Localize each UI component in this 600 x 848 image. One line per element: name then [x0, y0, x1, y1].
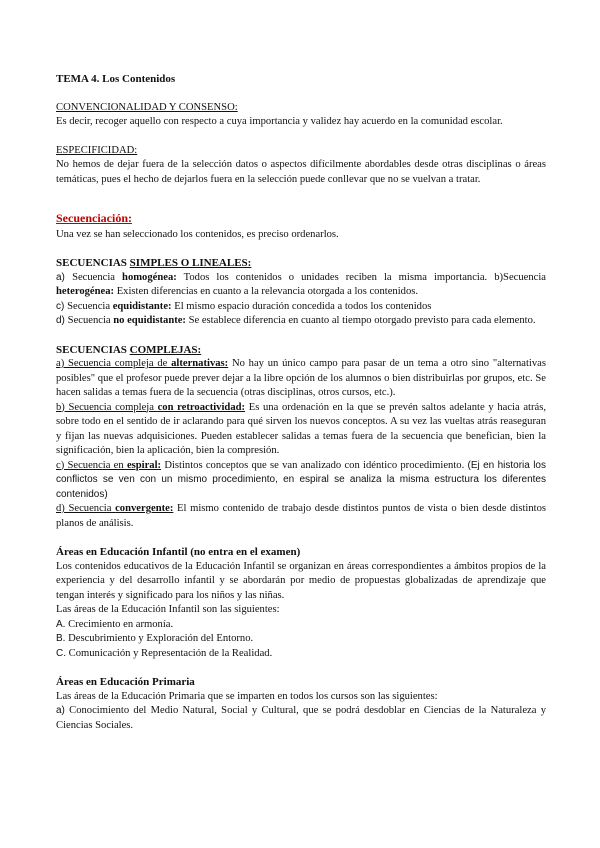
simples-d-letter: d)	[56, 315, 68, 326]
convencionalidad-text: Es decir, recoger aquello con respecto a cuya importancia y validez hay acuerdo en la comunidad escolar.	[56, 116, 503, 127]
secuenciacion-text: Una vez se han seleccionado los contenidos, es preciso ordenarlos.	[56, 228, 339, 240]
infantil-intro: Las áreas de la Educación Infantil son las siguientes:	[56, 604, 280, 615]
infantil-list-item	[56, 632, 546, 647]
complejas-item-a	[56, 357, 546, 401]
simples-item-a	[56, 271, 546, 300]
simples-d-bold: no equidistante:	[113, 315, 186, 326]
infantil-item-text: Comunicación y Representación de la Realidad.	[66, 647, 273, 659]
infantil-heading: Áreas en Educación Infantil (no entra en el examen)	[56, 546, 301, 558]
complejas-b-text: Es una ordenación en la que se prevén saltos adelante y hacia atrás, sobre todo en el sentido de ir aclarando para qué sirven los nuevos conceptos. A su vez las vueltas atrás reaseguran y fijan las nuevas adquisiciones. Pueden establecer salidas a temas fuera de la secuencia que benefician, bien la significación, bien la aplicación, bien la compresión.	[56, 401, 546, 456]
infantil-item-letter: A.	[56, 618, 66, 630]
document-page	[56, 72, 546, 747]
simples-a-letter: a)	[56, 271, 73, 283]
complejas-heading	[56, 343, 546, 358]
primaria-a-text: Conocimiento del Medio Natural, Social y Cultural, que se podrá desdoblar en Ciencias de la Naturaleza y Ciencias Sociales.	[56, 705, 546, 731]
complejas-c-text-example: (Ej en historia los conflictos se ven con un mismo procedimiento, en espiral se analiza la misma estructura los diferentes contenidos)	[56, 459, 546, 500]
infantil-item-text: Crecimiento en armonía.	[65, 618, 174, 630]
especificidad-text: No hemos de dejar fuera de la selección datos o aspectos difícilmente abordables desde otras disciplinas o áreas temáticas, pues el hecho de dejarlos fuera en la selección puede conllevar que no se vuelvan a tratar.	[56, 159, 546, 185]
complejas-a-text: No hay un único campo para pasar de un tema a otro sino "alternativas posibles" que el profesor puede prever dejar a la libre opción de los alumnos o bien distribuirlas por grupos, etc. Se hacen salidas a temas fuera de la secuencia (otras disciplinas, otros cursos, etc.).	[56, 358, 546, 398]
complejas-item-d	[56, 502, 546, 531]
section-secuenciacion	[56, 211, 546, 242]
primaria-heading: Áreas en Educación Primaria	[56, 676, 195, 688]
complejas-c-text: Distintos conceptos que se van analizado con idéntico procedimiento.	[161, 459, 468, 471]
section-infantil	[56, 545, 546, 661]
simples-a-bold: homogénea:	[122, 271, 177, 283]
complejas-heading-prefix: SECUENCIAS	[56, 343, 130, 356]
infantil-item-letter: B.	[56, 633, 66, 644]
simples-d-pre: Secuencia	[67, 315, 114, 326]
simples-a-pre: Secuencia	[72, 271, 123, 283]
infantil-text: Los contenidos educativos de la Educación Infantil se organizan en áreas correspondientes a ámbitos propios de la experiencia y del desarrollo infantil y se abordarán por medio de propuestas globalizadas de aprendizaje que tengan interés y significado para los niños y las niñas.	[56, 560, 546, 601]
convencionalidad-heading: CONVENCIONALIDAD Y CONSENSO:	[56, 101, 238, 113]
simples-c-bold: equidistante:	[112, 300, 172, 312]
infantil-item-text: Descubrimiento y Exploración del Entorno.	[65, 633, 254, 644]
section-convencionalidad	[56, 101, 546, 130]
secuenciacion-heading: Secuenciación:	[56, 211, 132, 225]
simples-heading-underlined: SIMPLES O LINEALES:	[129, 257, 252, 269]
complejas-item-b	[56, 401, 546, 459]
complejas-c-bold: espiral:	[126, 459, 162, 471]
section-simples	[56, 256, 546, 329]
section-primaria	[56, 675, 546, 733]
simples-c-letter: c)	[56, 300, 68, 312]
primaria-item-a	[56, 704, 546, 733]
infantil-item-letter: C.	[56, 647, 66, 659]
complejas-item-c	[56, 459, 546, 503]
complejas-d-bold: convergente:	[115, 503, 174, 514]
simples-heading	[56, 256, 546, 271]
infantil-list-item	[56, 618, 546, 633]
simples-a-text: Todos los contenidos o unidades reciben la misma importancia. b)Secuencia	[176, 271, 546, 283]
complejas-a-bold: alternativas:	[171, 358, 229, 369]
simples-b-bold: heterogénea:	[56, 286, 115, 297]
simples-heading-prefix: SECUENCIAS	[56, 257, 130, 269]
simples-d-text: Se establece diferencia en cuanto al tiempo otorgado previsto para cada elemento.	[185, 315, 536, 326]
simples-c-pre: Secuencia	[67, 300, 113, 312]
section-complejas	[56, 343, 546, 532]
complejas-d-text: El mismo contenido de trabajo desde distintos puntos de vista o bien desde distintos planos de análisis.	[56, 503, 546, 529]
document-title: TEMA 4. Los Contenidos	[56, 73, 176, 85]
complejas-b-bold: con retroactividad:	[157, 401, 246, 413]
infantil-list-item	[56, 647, 546, 662]
simples-c-text: El mismo espacio duración concedida a todos los contenidos	[171, 300, 432, 312]
primaria-a-letter: a)	[56, 705, 65, 716]
complejas-b-label: b) Secuencia compleja	[56, 401, 158, 413]
complejas-c-label: c) Secuencia en	[56, 459, 127, 471]
primaria-intro: Las áreas de la Educación Primaria que se imparten en todos los cursos son las siguientes:	[56, 690, 438, 702]
complejas-d-label: d) Secuencia	[56, 503, 116, 514]
section-especificidad	[56, 144, 546, 188]
especificidad-heading: ESPECIFICIDAD:	[56, 144, 138, 156]
simples-b-text: Existen diferencias en cuanto a la relevancia otorgada a los contenidos.	[114, 286, 419, 297]
complejas-heading-underlined: COMPLEJAS:	[129, 343, 202, 356]
simples-item-c	[56, 300, 546, 315]
complejas-a-label: a) Secuencia compleja de	[56, 358, 172, 369]
simples-item-d	[56, 314, 546, 329]
